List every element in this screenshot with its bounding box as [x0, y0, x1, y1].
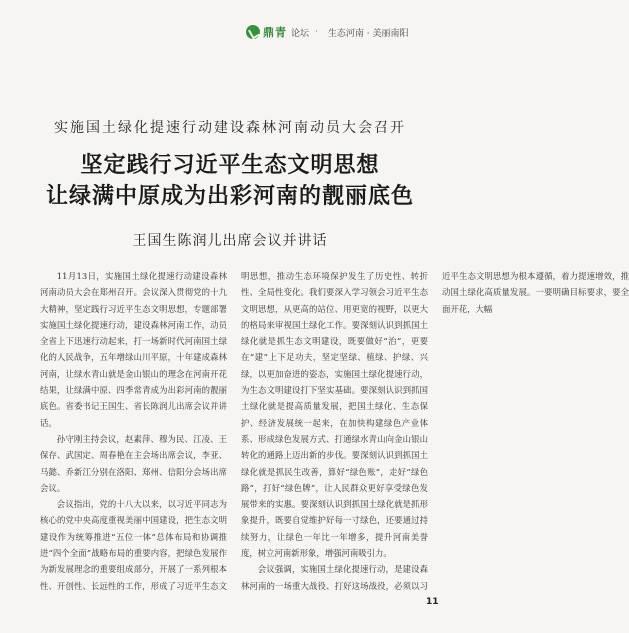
paragraph: 会议强调，实施国土绿化提速行动，是建设森林河南的一场重大战役、打好这场战役，必须以习近平生态文明思想为根本遵循，着力提速增效，推动国土绿化高质量发展。一要明确目标要求，要全面开花，大幅 — [241, 271, 629, 591]
article-body — [40, 268, 629, 598]
magazine-logo — [246, 24, 287, 40]
paragraph: 孙守刚主持会议，赵素萍、穆为民、江凌、王保存、武国定、周春艳在主会场出席会议，李亚、马懿、乔新江分别在洛阳、郑州、信阳分会场出席会议。 — [40, 433, 227, 493]
header-separator: · — [315, 27, 318, 37]
logo-text: 鼎青 — [263, 26, 287, 39]
title-line-1: 坚定践行习近平生态文明思想 — [80, 153, 380, 178]
article-kicker: 实施国土绿化提速行动建设森林河南动员大会召开 — [54, 120, 406, 136]
section-label: 论坛 — [291, 28, 310, 39]
paragraph: 会议指出，党的十八大以来，以习近平同志为核心的党中央高度重视美丽中国建设，把生态文明建设作为统筹推进“五位一体”总体布局和协调推进“四个全面”战略布局的重要内容，把绿色发展作为新发展理念的重要组成部分，开展了一系列根本性、开创性、长远性的工作，形成了习近平生态文明思想，推动生态环境保护发生了历史性、转折性、全局性变化。我们要深入学习领会习近平生态文明思想，从更高的站位、用更宽的视野，以更大的格局来审视国土绿化工作。要深刻认识到抓国土绿化就是抓生态文明建设，既要做好“治”，更要在“建”上下足功夫，坚定坚绿、植绿、护绿、兴绿，以更加奋进的姿态，实施国土绿化提速行动，为生态文明建设打下坚实基础。要深刻认识到抓国土绿化就是提高质量发展，把国土绿化、生态保护、经济发展统一起来，在加快构建绿色产业体系、形成绿色发展方式、打通绿水青山向金山银山转化的通路上迈出新的步伐。要深刻认识到抓国土绿化就是抓民生改善，算好“绿色账”，走好“绿色路”，打好“绿色牌”，让人民群众更好享受绿色发展带来的实惠。要深刻认识到抓国土绿化就是抓形象提升，既要自觉维护好每一寸绿色，还要通过持续努力，让绿色一年比一年增多，提升河南美誉度，树立河南新形象，增强河南吸引力。 — [40, 271, 428, 591]
category-label: 生态河南 · 美丽南阳 — [327, 28, 409, 39]
page-number: 11 — [426, 597, 439, 607]
magazine-header — [246, 22, 456, 42]
title-line-2: 让绿满中原成为出彩河南的靓丽底色 — [45, 184, 414, 209]
article-title — [0, 150, 460, 212]
paragraph: 11月13日，实施国土绿化提速行动建设森林河南动员大会在郑州召开。会议深入贯彻党的十九大精神，坚定践行习近平生态文明思想，专题部署实施国土绿化提速行动，建设森林河南工作，动员全省上下迅速行动起来，打一场新时代河南国土绿化的人民战争，五年增绿山川平原，十年建成森林河南，让绿水青山就是金山银山的理念在河南开花结果，让绿满中原、四季常青成为出彩河南的靓丽底色。省委书记王国生、省长陈润儿出席会议并讲话。 — [40, 271, 227, 428]
article-subtitle: 王国生陈润儿出席会议并讲话 — [132, 233, 328, 249]
leaf-logo-icon — [246, 25, 260, 39]
